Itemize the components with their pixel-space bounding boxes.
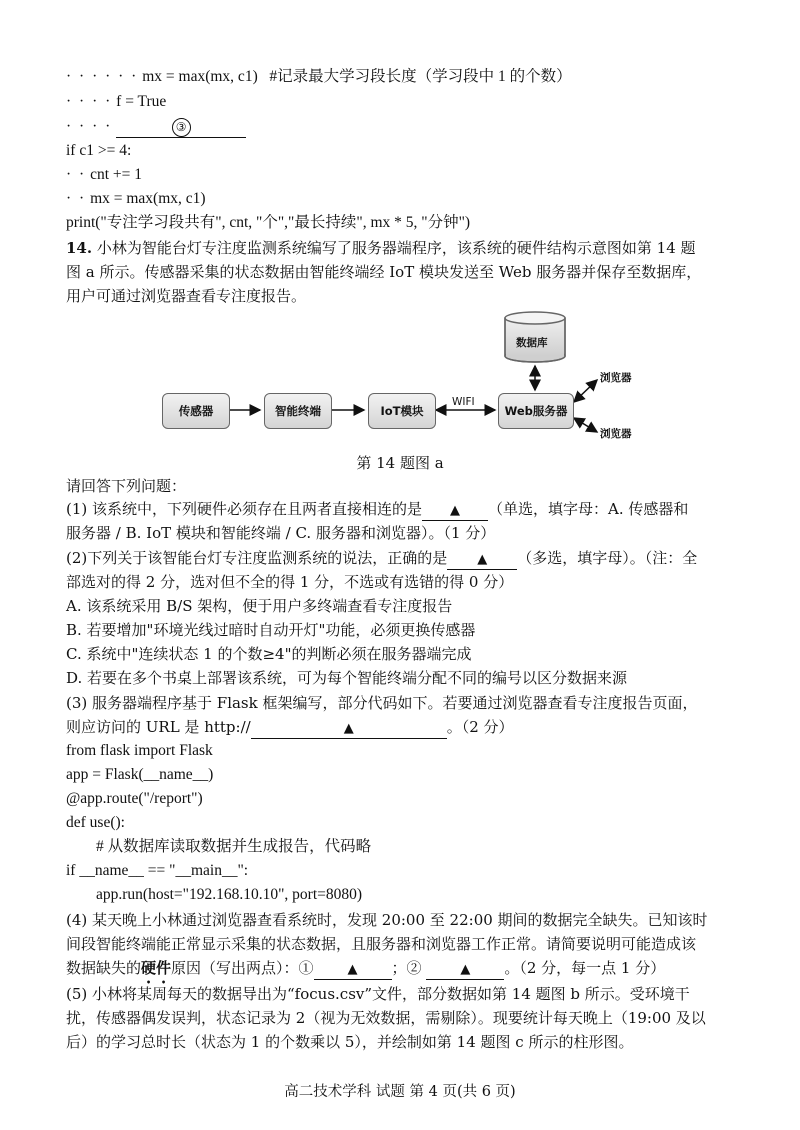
q4-text-end: 。（2 分，每一点 1 分） [504,959,666,977]
terminal-box: 智能终端 [264,393,332,429]
code-line-7: print("专注学习段共有", cnt, "个","最长持续", mx * 5, "分钟") [66,214,471,231]
q14-intro-3: 用户可通过浏览器查看专注度报告。 [66,287,307,305]
arrow-server-browser2 [574,418,597,432]
q1-line-2: 服务器 / B. IoT 模块和智能终端 / C. 服务器和浏览器）。（1 分） [66,524,496,542]
q5-line-1: (5) 小林将某周每天的数据导出为“focus.csv”文件，部分数据如第 14 题图 b 所示。受环境干 [66,985,690,1003]
code-line-3 [66,116,246,138]
code-line-2 [66,91,166,113]
flask-code-3: @app.route("/report") [66,790,203,807]
arrow-server-browser1 [574,380,597,402]
intro-text: 小林为智能台灯专注度监测系统编写了服务器端程序，该系统的硬件结构示意图如第 14 题 [96,239,696,257]
browser-label-2: 浏览器 [600,428,632,440]
code-line-1 [66,66,572,88]
q3-text-cont: 。（2 分） [446,718,514,736]
option-c: C. 系统中"连续状态 1 的个数≥4"的判断必须在服务器端完成 [66,645,472,663]
blank-marker: ▲ [347,962,358,977]
q1-text-cont: （单选，填字母：A. 传感器和 [488,500,689,518]
flask-code-1: from flask import Flask [66,742,213,759]
flask-code-4: def use(): [66,814,125,831]
code-text: mx = max(mx, c1) [90,190,206,207]
code-text: cnt += 1 [90,166,142,183]
code-text: mx = max(mx, c1) [142,68,258,85]
q3-line-2 [66,716,514,739]
option-a: A. 该系统采用 B/S 架构，便于用户多终端查看专注度报告 [66,597,453,615]
q1-text: (1) 该系统中，下列硬件必须存在且两者直接相连的是 [66,500,423,518]
indent-dots: · · [66,166,87,183]
answer-blank-q2[interactable] [447,549,517,570]
q4-line-2: 间段智能终端能正常显示采集的状态数据，且服务器和浏览器工作正常。请简要说明可能造成该 [66,935,697,953]
questions-prompt: 请回答下列问题： [66,477,187,495]
code-line-4: if c1 >= 4: [66,142,132,159]
answer-blank-q1[interactable] [422,500,488,521]
q3-text: 则应访问的 URL 是 http:// [66,718,251,736]
diagram-connectors [150,310,650,450]
q2-line-2: 部选对的得 2 分，选对但不全的得 1 分，不选或有选错的得 0 分） [66,573,514,591]
indent-dots: · · · · [66,118,113,135]
q4-text-mid: 原因（写出两点）：① [171,959,314,977]
q3-line-1: (3) 服务器端程序基于 Flask 框架编写，部分代码如下。若要通过浏览器查看专注度报告页面， [66,694,698,712]
q2-text: (2)下列关于该智能台灯专注度监测系统的说法，正确的是 [66,549,448,567]
hardware-diagram [150,310,650,450]
code-line-5 [66,164,142,186]
iot-box: IoT模块 [368,393,436,429]
blank-marker: ▲ [343,721,354,736]
flask-code-7: app.run(host="192.168.10.10", port=8080) [96,886,363,903]
circled-number: ③ [172,118,191,137]
web-server-box: Web服务器 [498,393,574,429]
answer-blank-url[interactable] [251,718,447,739]
emphasis-word: 硬件 [141,959,172,977]
code-line-6 [66,188,206,210]
flask-code-2: app = Flask(__name__) [66,766,214,783]
indent-dots: · · · · · · [66,68,139,85]
q4-separator: ；② [391,959,422,977]
answer-blank-q4-2[interactable] [426,959,504,980]
q4-line-1: (4) 某天晚上小林通过浏览器查看系统时，发现 20:00 至 22:00 期间的数据完全缺失。已知该时 [66,911,708,929]
database-label: 数据库 [516,337,548,349]
q5-line-3: 后）的学习总时长（状态为 1 的个数乘以 5），并绘制如第 14 题图 c 所示的柱形图。 [66,1033,634,1051]
wifi-label: WIFI [452,396,475,408]
blank-marker: ▲ [450,503,461,518]
q1-line-1 [66,498,688,521]
indent-dots: · · · · [66,93,113,110]
flask-code-5: # 从数据库读取数据并生成报告，代码略 [96,838,372,855]
answer-blank-3[interactable] [116,118,246,138]
code-comment: #记录最大学习段长度（学习段中 1 的个数） [269,68,572,85]
figure-caption-a: 第 14 题图 a [356,454,444,472]
answer-blank-q4-1[interactable] [314,959,392,980]
code-text: f = True [116,93,167,110]
flask-code-6: if __name__ == "__main__": [66,862,249,879]
q5-line-2: 扰，传感器偶发误判，状态记录为 2（视为无效数据，需剔除）。现要统计每天晚上（19:00 及以 [66,1009,706,1027]
question-number: 14. [66,239,93,257]
indent-dots: · · [66,190,87,207]
page-footer: 高二技术学科 试题 第 4 页(共 6 页) [284,1084,516,1100]
option-d: D. 若要在多个书桌上部署该系统，可为每个智能终端分配不同的编号以区分数据来源 [66,669,628,687]
q14-intro-2: 图 a 所示。传感器采集的状态数据由智能终端经 IoT 模块发送至 Web 服务器并保存至数据库， [66,263,702,281]
sensor-box: 传感器 [162,393,230,429]
blank-marker: ▲ [460,962,471,977]
q14-intro-1 [66,237,696,259]
q4-text: 数据缺失的 [66,959,142,977]
q2-text-cont: （多选，填字母）。（注：全 [517,549,698,567]
browser-label-1: 浏览器 [600,372,632,384]
blank-marker: ▲ [477,552,488,567]
option-b: B. 若要增加"环境光线过暗时自动开灯"功能，必须更换传感器 [66,621,476,639]
q2-line-1 [66,547,697,570]
